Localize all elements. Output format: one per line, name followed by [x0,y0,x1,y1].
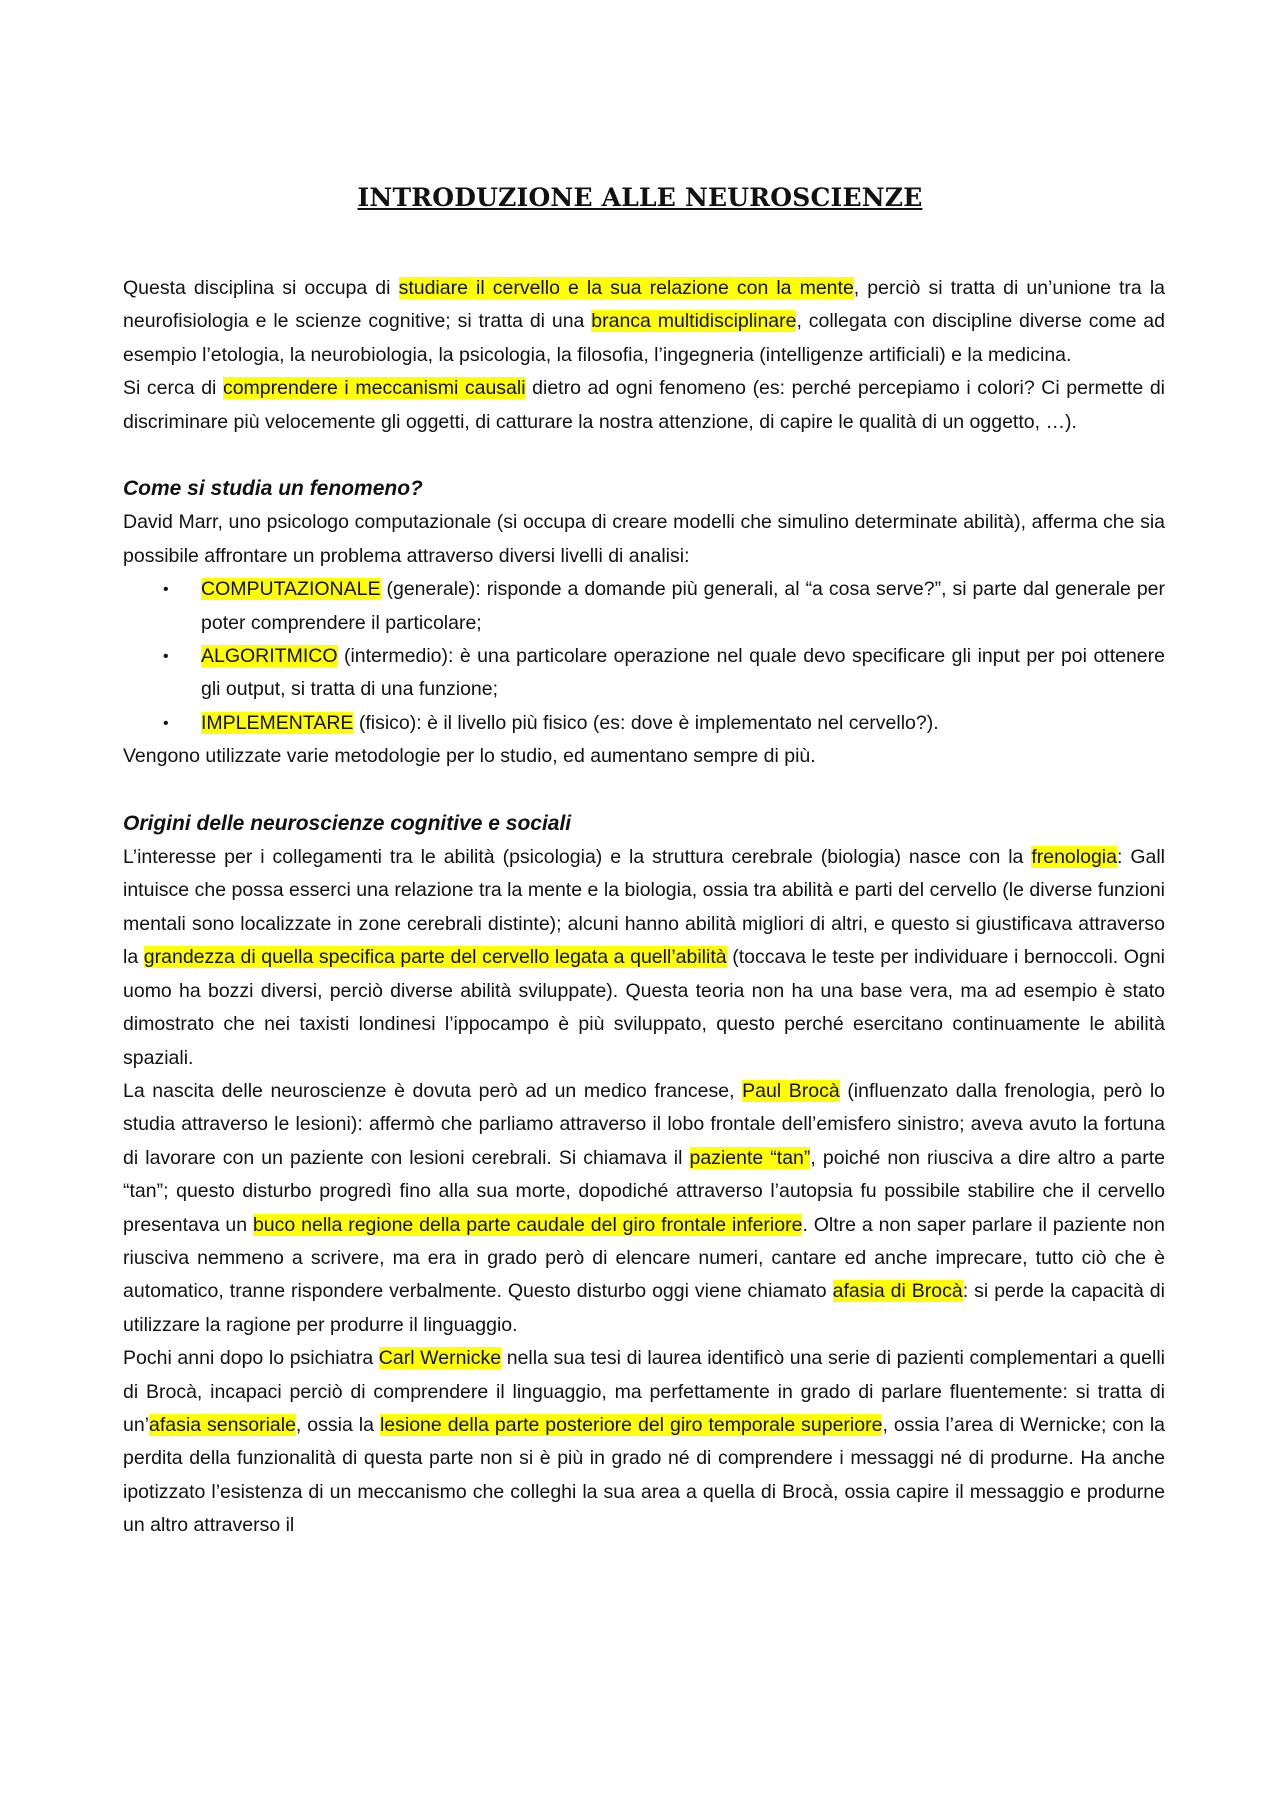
text-run: : Gall intuisce che possa esserci una relazione tra la mente e la biologia, ossia tra abilità e parti del cervello (le diverse funzioni mentali sono localizzate in zone cerebrali distinte); alcuni hanno abilità migliori di altri, e questo si giustificava attraverso la [123,846,1166,969]
text-run: Questa disciplina si occupa di [123,277,399,299]
highlighted-text: grandezza di quella specifica parte del cervello legata a quell’abilità [143,946,727,969]
highlighted-text: afasia di Brocà [832,1280,963,1303]
text-run: dietro ad ogni fenomeno (es: perché percepiamo i colori? Ci permette di discriminare più velocemente gli oggetti, di catturare la nostra attenzione, di capire le qualità di un oggetto, …). [123,377,1165,433]
spacer [123,439,1165,472]
highlighted-text: branca multidisciplinare [591,310,797,333]
text-run: (fisico): è il livello più fisico (es: dove è implementato nel cervello?). [353,711,939,734]
list-item [123,707,1165,740]
text-run: , perciò si tratta di un’unione tra la neurofisiologia e le scienze cognitive; si tratta di una [123,277,1165,333]
highlighted-text: studiare il cervello e la sua relazione con la mente [398,277,854,299]
text-run: : si perde la capacità di utilizzare la ragione per produrre il linguaggio. [123,1280,1165,1336]
list-item-text [201,712,939,734]
highlighted-text: COMPUTAZIONALE [201,578,381,601]
highlighted-text: Paul Brocà [742,1079,840,1102]
analysis-levels-list [123,573,1165,740]
text-run: Pochi anni dopo lo psichiatra [123,1347,379,1370]
methods-paragraph [123,740,1165,773]
bullet-icon: • [163,581,169,599]
highlighted-text: buco nella regione della parte caudale del giro frontale inferiore [252,1213,803,1236]
spacer [123,774,1165,807]
highlighted-text: frenologia [1031,846,1117,869]
document-title: INTRODUZIONE ALLE NEUROSCIENZE [357,183,923,212]
text-run: (toccava le teste per individuare i bernoccoli. Ogni uomo ha bozzi diversi, perciò diverse abilità sviluppate). Questa teoria non ha una base vera, ma ad esempio è stato dimostrato che nei taxisti londinesi l’ippocampo è più sviluppato, questo perché esercitano continuamente le abilità spaziali. [123,946,1165,1069]
text-run: L’interesse per i collegamenti tra le abilità (psicologia) e la struttura cerebrale (biologia) nasce con la [123,846,1032,869]
text-run: (generale): risponde a domande più generali, al “a cosa serve?”, si parte dal generale per poter comprendere il particolare; [201,578,1165,634]
list-item [123,640,1165,707]
highlighted-text: IMPLEMENTARE [201,711,354,734]
list-item-text [201,578,1165,633]
text-run: David Marr, uno psicologo computazionale (si occupa di creare modelli che simulino determinate abilità), afferma che sia possibile affrontare un problema attraverso diversi livelli di analisi: [123,511,1165,567]
highlighted-text: Carl Wernicke [378,1347,502,1370]
text-run: La nascita delle neuroscienze è dovuta però ad un medico francese, [123,1079,743,1102]
highlighted-text: lesione della parte posteriore del giro temporale superiore [379,1413,883,1436]
document-body [123,272,1165,1543]
text-run: , collegata con discipline diverse come ad esempio l’etologia, la neurobiologia, la psicologia, la filosofia, l’ingegneria (intelligenze artificiali) e la medicina. [123,310,1165,366]
list-item [123,573,1165,640]
bullet-icon: • [163,714,169,732]
text-run: , poiché non riusciva a dire altro a parte “tan”; questo disturbo progredì fino alla sua morte, dopodiché attraverso l’autopsia fu possibile stabilire che il cervello presentava un [123,1146,1165,1236]
marr-paragraph [123,506,1165,573]
bullet-icon: • [163,648,169,666]
wernicke-paragraph [123,1342,1165,1542]
text-run: , ossia la [295,1413,380,1436]
text-run: nella sua tesi di laurea identificò una serie di pazienti complementari a quelli di Brocà, incapaci perciò di comprendere il linguaggio, ma perfettamente in grado di parlare fluentemente: si tratta di un’ [123,1347,1165,1436]
highlighted-text: comprendere i meccanismi causali [222,377,526,400]
highlighted-text: paziente “tan” [689,1146,811,1169]
text-run: Si cerca di [123,377,223,400]
text-run: . Oltre a non saper parlare il paziente non riusciva nemmeno a scrivere, ma era in grado però di elencare numeri, cantare ed anche imprecare, tutto ciò che è automatico, tranne rispondere verbalmente. Questo disturbo oggi viene chiamato [123,1213,1165,1303]
text-run: (intermedio): è una particolare operazione nel quale devo specificare gli input per poi ottenere gli output, si tratta di una funzione; [201,645,1165,701]
text-run: (influenzato dalla frenologia, però lo studia attraverso le lesioni): affermò che parliamo attraverso il lobo frontale dell’emisfero sinistro; aveva avuto la fortuna di lavorare con un paziente con lesioni cerebrali. Si chiamava il [123,1079,1165,1169]
text-run: , ossia l’area di Wernicke; con la perdita della funzionalità di questa parte non si è più in grado né di comprendere i messaggi né di produrne. Ha anche ipotizzato l’esistenza di un meccanismo che colleghi la sua area a quella di Brocà, ossia capire il messaggio e produrne un altro attraverso il [123,1413,1166,1537]
broca-paragraph [123,1075,1165,1342]
text-run: Vengono utilizzate varie metodologie per lo studio, ed aumentano sempre di più. [123,745,816,768]
section-heading-origins: Origini delle neuroscienze cognitive e sociali [123,812,572,836]
section-heading-study: Come si studia un fenomeno? [123,477,423,501]
highlighted-text: afasia sensoriale [149,1413,296,1436]
highlighted-text: ALGORITMICO [201,645,338,668]
phrenology-paragraph [123,841,1165,1075]
list-item-text [201,645,1165,700]
intro-paragraph-1 [123,272,1165,372]
intro-paragraph-2 [123,372,1165,439]
